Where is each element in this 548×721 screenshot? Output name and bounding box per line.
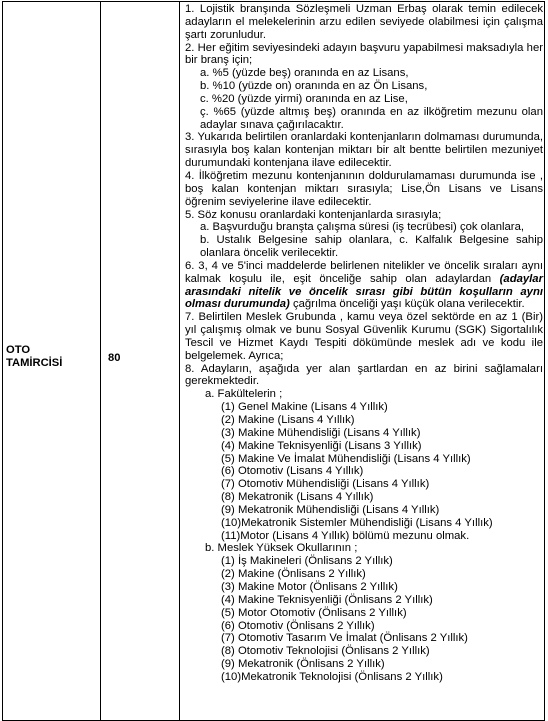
department-list-item: (6) Otomotiv (Önlisans 2 Yıllık) <box>221 619 375 632</box>
requirement-text: 6. 3, 4 ve 5'inci maddelerde belirlenen nitelikler ve öncelik sıraları aynı kalmak koşulu ile, eşit önceliğe sahip olan adaylardan <box>185 259 543 285</box>
department-list-item: (10)Mekatronik Teknolojisi (Önlisans 2 Yıllık) <box>221 670 443 683</box>
department-list-item: (8) Otomotiv Teknolojisi (Önlisans 2 Yıllık) <box>221 645 430 658</box>
requirement-item: 2. Her eğitim seviyesindeki adayın başvuru yapabilmesi maksadıyla her bir branş için; <box>185 41 543 67</box>
department-list-item: (5) Motor Otomotiv (Önlisans 2 Yıllık) <box>221 606 407 619</box>
department-list-item: (1) İş Makineleri (Önlisans 2 Yıllık) <box>221 555 393 568</box>
department-list-item: (7) Otomotiv Tasarım Ve İmalat (Önlisans 2 Yıllık) <box>221 632 468 645</box>
column-divider <box>179 2 180 720</box>
requirement-subitem: a. Fakültelerin ; <box>205 388 283 401</box>
quota-count-cell: 80 <box>108 352 121 364</box>
department-list-item: (3) Makine Motor (Önlisans 2 Yıllık) <box>221 580 398 593</box>
department-list-item: (1) Genel Makine (Lisans 4 Yıllık) <box>221 401 388 414</box>
requirement-item: 4. İlköğretim mezunu kontenjanının doldurulamaması durumunda ise , boş kalan kontenjan miktarı sırasıyla; Lise,Ön Lisans ve Lisans öğrenim seviyelerine ilave edilecektir. <box>185 169 543 208</box>
department-list-item: (5) Makine Ve İmalat Mühendisliği (Lisans 4 Yıllık) <box>221 452 471 465</box>
department-list-item: (9) Mekatronik Mühendisliği (Lisans 4 Yıllık) <box>221 503 440 516</box>
department-list-item: (8) Mekatronik (Lisans 4 Yıllık) <box>221 491 374 504</box>
requirement-item: 1. Lojistik branşında Sözleşmeli Uzman Erbaş olarak temin edilecek adayların el melekelerinin arzu edilen seviyede olabilmesi için çalışma şartı zorunludur. <box>185 3 543 41</box>
requirement-subitem: ç. %65 (yüzde altmış beş) oranında en az ilköğretim mezunu olan adaylar sınava çağırılacaktır. <box>200 105 543 131</box>
requirement-item: 5. Söz konusu oranlardaki kontenjanlarda sırasıyla; <box>185 208 442 221</box>
department-list-item: (10)Mekatronik Sistemler Mühendisliği (Lisans 4 Yıllık) <box>221 516 493 529</box>
requirements-cell <box>185 3 543 684</box>
requirement-subitem: b. Meslek Yüksek Okullarının ; <box>205 542 358 555</box>
branch-name-line: TAMİRCİSİ <box>6 357 63 369</box>
requirements-table <box>2 1 545 721</box>
requirement-item: 7. Belirtilen Meslek Grubunda , kamu veya özel sektörde en az 1 (Bir) yıl çalışmış olmak ve bunu Sosyal Güvenlik Kurumu (SGK) Sigortalılık Tescil ve Hizmet Kaydı Tespiti dökümünde meslek adı ve kodu ile belgelemek. Ayrıca; <box>185 311 543 362</box>
department-list-item: (4) Makine Teknisyenliği (Lisans 3 Yıllık) <box>221 439 422 452</box>
requirement-subitem: c. %20 (yüzde yirmi) oranında en az Lise, <box>200 92 408 105</box>
requirement-item: 8. Adayların, aşağıda yer alan şartlardan en az birini sağlamaları gerekmektedir. <box>185 362 543 388</box>
department-list-item: (6) Otomotiv (Lisans 4 Yıllık) <box>221 465 364 478</box>
vocational-school-list <box>185 555 543 683</box>
department-list-item: (9) Mekatronik (Önlisans 2 Yıllık) <box>221 658 385 671</box>
department-list-item: (11)Motor (Lisans 4 Yıllık) bölümü mezunu olmak. <box>221 529 470 542</box>
requirement-text: çağrılma önceliği yaşı küçük olana verilecektir. <box>289 298 525 311</box>
branch-name-cell <box>6 344 62 370</box>
requirement-subitem: a. Başvurduğu branşta çalışma süresi (iş tecrübesi) çok olanlara, <box>200 221 524 234</box>
column-divider <box>100 2 101 720</box>
requirement-item: 3. Yukarıda belirtilen oranlardaki kontenjanların dolmaması durumunda, sırasıyla boş kalan kontenjan miktarı bir alt bentte belirtilen mezuniyet durumundaki kontenjana ilave edilecektir. <box>185 131 543 170</box>
faculty-list <box>185 401 543 542</box>
department-list-item: (3) Makine Mühendisliği (Lisans 4 Yıllık) <box>221 426 421 439</box>
department-list-item: (7) Otomotiv Mühendisliği (Lisans 4 Yıllık) <box>221 478 430 491</box>
department-list-item: (4) Makine Teknisyenliği (Önlisans 2 Yıllık) <box>221 593 433 606</box>
requirement-item <box>185 260 543 311</box>
requirement-subitem: b. Ustalık Belgesine sahip olanlara, c. Kalfalık Belgesine sahip olanlara öncelik verilecektir. <box>200 234 543 260</box>
requirement-emphasis: (adaylar arasındaki nitelik ve öncelik sırası gibi bütün koşulların aynı olması durumunda) <box>185 272 543 311</box>
requirement-subitem: b. %10 (yüzde on) oranında en az Ön Lisans, <box>200 80 428 93</box>
requirement-subitem: a. %5 (yüzde beş) oranında en az Lisans, <box>200 67 409 80</box>
department-list-item: (2) Makine (Lisans 4 Yıllık) <box>221 414 355 426</box>
department-list-item: (2) Makine (Önlisans 2 Yıllık) <box>221 568 366 581</box>
branch-name-line: OTO <box>6 344 31 356</box>
